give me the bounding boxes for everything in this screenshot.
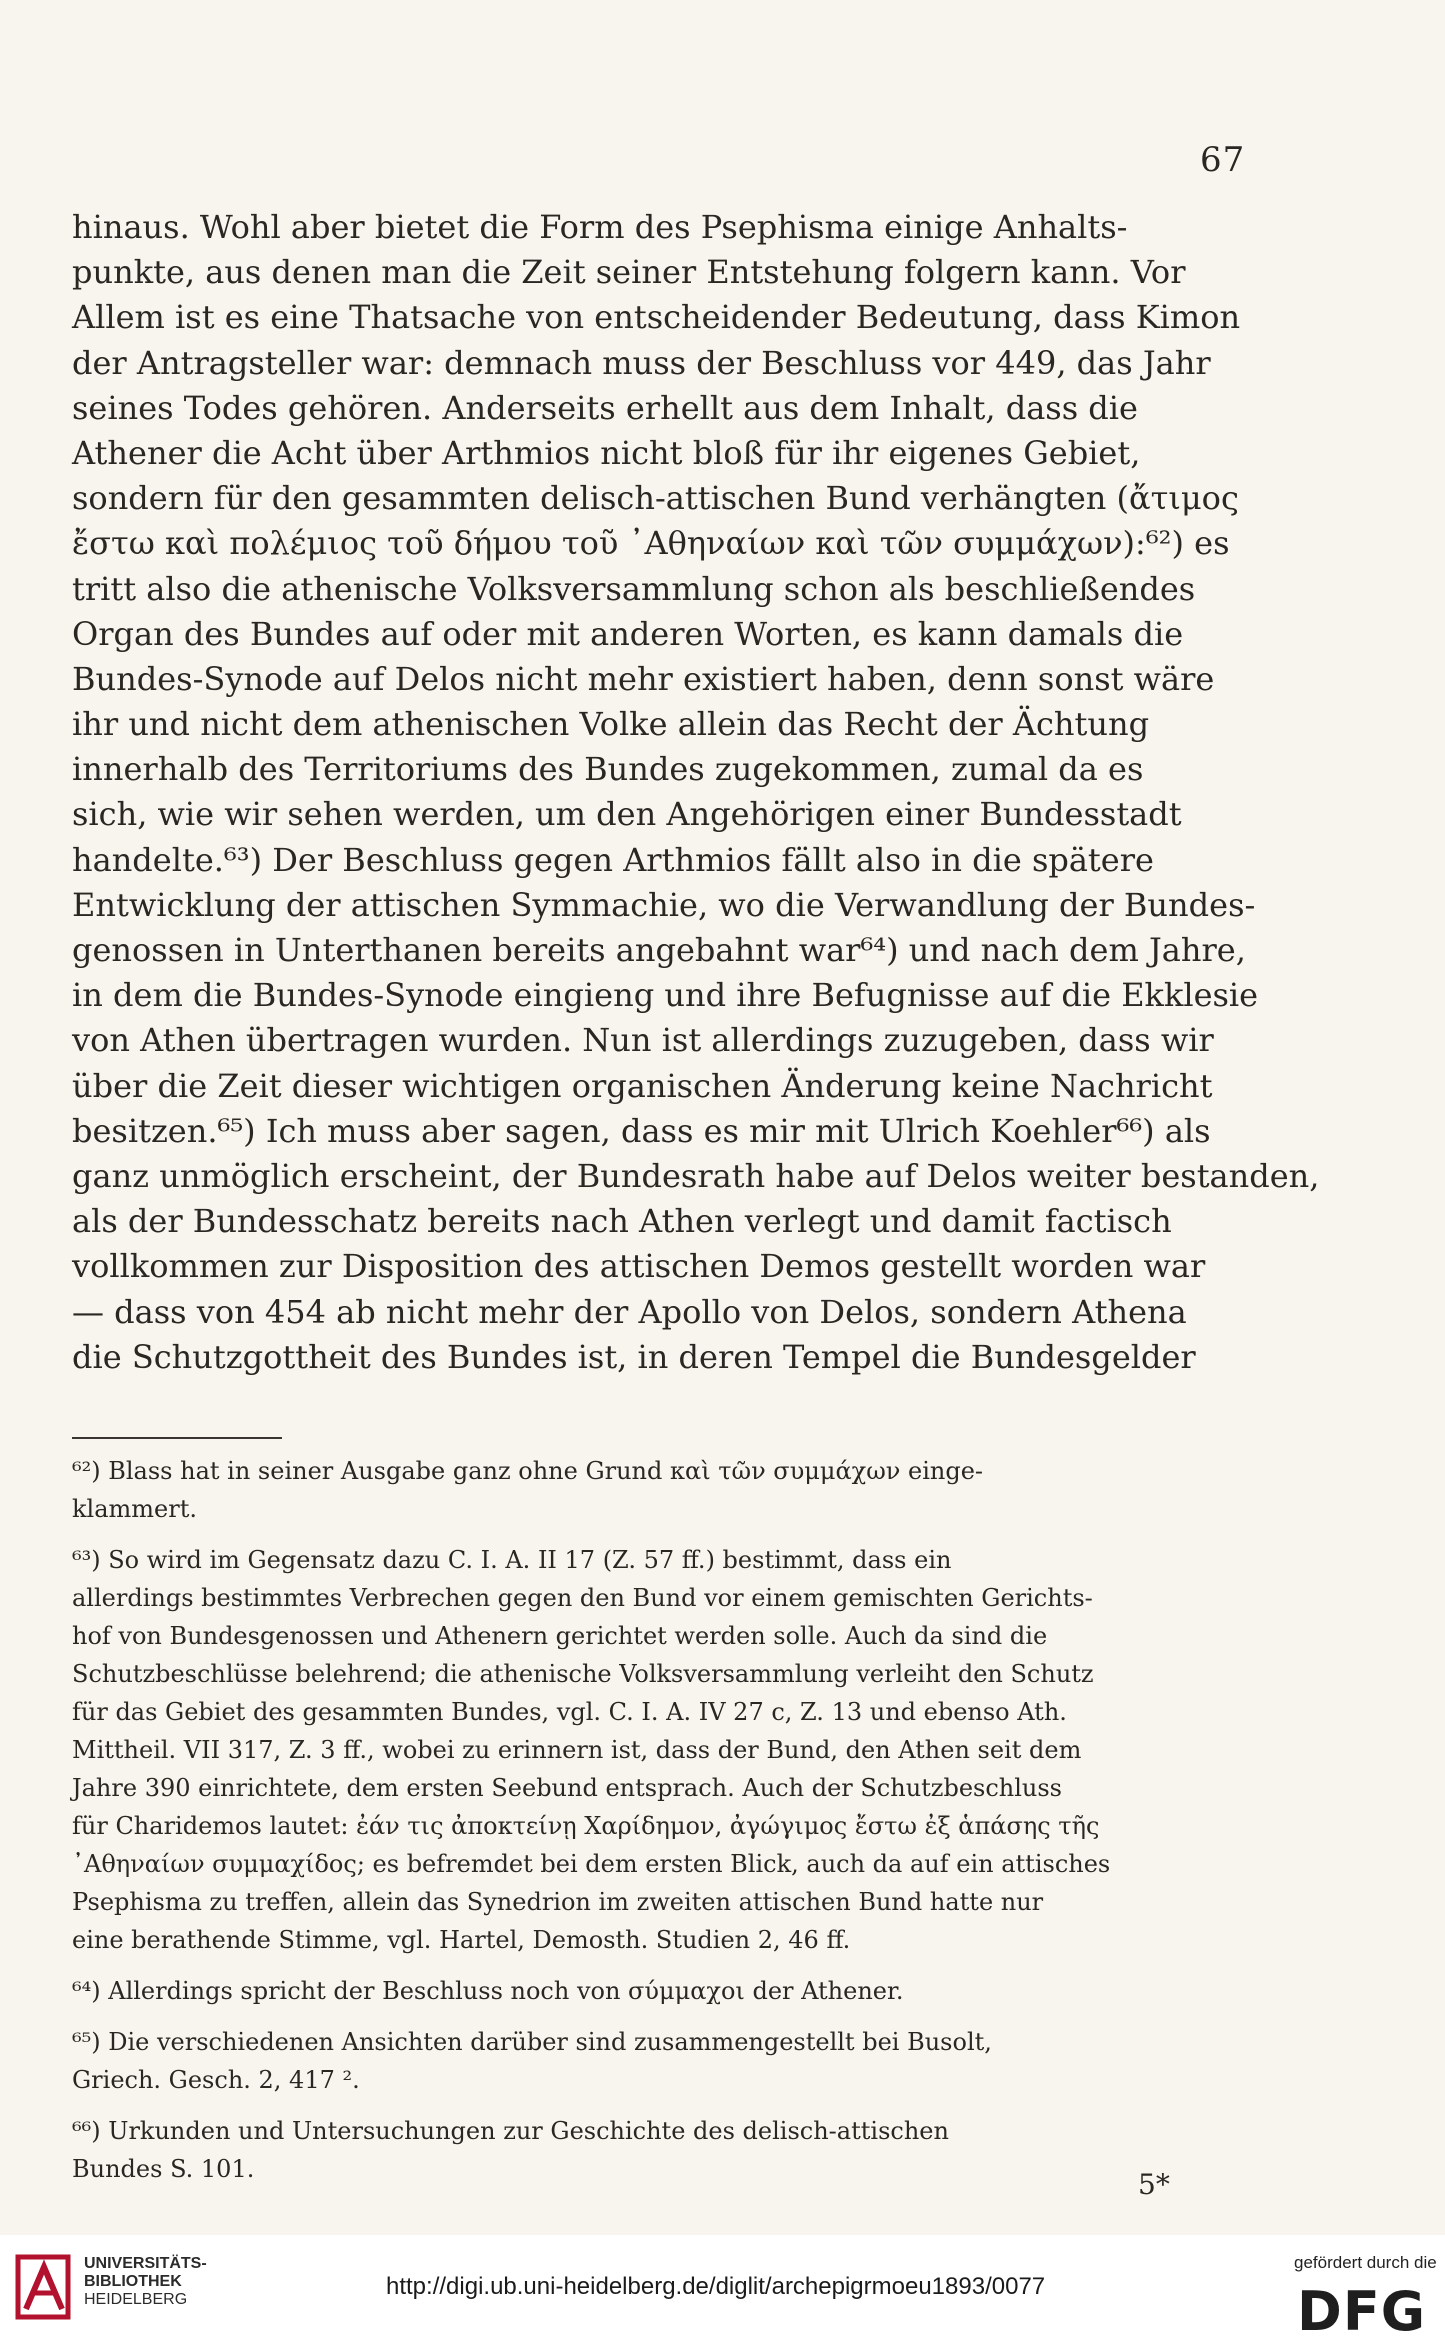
body-line: ἔστω καὶ πολέμιος τοῦ δήμου τοῦ ᾿Αθηναίων καὶ τῶν συμμάχων):⁶²) es <box>72 524 1230 563</box>
dfg-logo: DFG <box>1297 2280 1427 2343</box>
footnote-line: Schutzbeschlüsse belehrend; die athenische Volksversammlung verleiht den Schutz <box>72 1660 1094 1688</box>
body-line: punkte, aus denen man die Zeit seiner Entstehung folgern kann. Vor <box>72 253 1186 292</box>
body-line: innerhalb des Territoriums des Bundes zugekommen, zumal da es <box>72 750 1144 789</box>
footnote-63 <box>72 1541 1260 1959</box>
footnote-line: ᾿Αθηναίων συμμαχίδος; es befremdet bei dem ersten Blick, auch da auf ein attisches <box>72 1850 1111 1878</box>
body-line: in dem die Bundes-Synode eingieng und ihre Befugnisse auf die Ekklesie <box>72 976 1259 1015</box>
body-line: Allem ist es eine Thatsache von entscheidender Bedeutung, dass Kimon <box>72 298 1241 337</box>
footnote-line: Bundes S. 101. <box>72 2155 255 2183</box>
footnote-line: für Charidemos lautet: ἐάν τις ἀποκτείνῃ Χαρίδημον, ἀγώγιμος ἔστω ἐξ ἁπάσης τῆς <box>72 1812 1100 1840</box>
body-line: handelte.⁶³) Der Beschluss gegen Arthmios fällt also in die spätere <box>72 840 1154 879</box>
dfg-caption: gefördert durch die <box>1294 2253 1437 2272</box>
footnote-line: allerdings bestimmtes Verbrechen gegen den Bund vor einem gemischten Gerichts- <box>72 1584 1093 1612</box>
body-line: sondern für den gesammten delisch-attischen Bund verhängten (ἄτιμος <box>72 479 1239 518</box>
body-line: genossen in Unterthanen bereits angebahnt war⁶⁴) und nach dem Jahre, <box>72 931 1246 969</box>
body-line: der Antragsteller war: demnach muss der Beschluss vor 449, das Jahr <box>72 343 1211 382</box>
body-line: als der Bundesschatz bereits nach Athen verlegt und damit factisch <box>72 1202 1172 1241</box>
body-line: seines Todes gehören. Anderseits erhellt aus dem Inhalt, dass die <box>72 388 1138 427</box>
footnote-65 <box>72 2023 1260 2099</box>
page-number: 67 <box>1200 140 1246 180</box>
footnote-line: klammert. <box>72 1495 197 1523</box>
body-line: von Athen übertragen wurden. Nun ist allerdings zuzugeben, dass wir <box>72 1021 1214 1060</box>
body-text <box>72 205 1320 1380</box>
footnote-62 <box>72 1452 1260 1528</box>
body-line: Entwicklung der attischen Symmachie, wo die Verwandlung der Bundes- <box>72 885 1256 924</box>
footnote-line: Psephisma zu treffen, allein das Synedrion im zweiten attischen Bund hatte nur <box>72 1888 1044 1916</box>
footnote-line: ⁶²) Blass hat in seiner Ausgabe ganz ohne Grund καὶ τῶν συμμάχων einge- <box>72 1457 984 1485</box>
footnote-line: ⁶⁵) Die verschiedenen Ansichten darüber sind zusammengestellt bei Busolt, <box>72 2028 992 2056</box>
footnote-line: Jahre 390 einrichtete, dem ersten Seebund entsprach. Auch der Schutzbeschluss <box>72 1774 1062 1802</box>
source-url-link[interactable]: http://digi.ub.uni-heidelberg.de/diglit/archepigrmoeu1893/0077 <box>386 2273 1046 2300</box>
footnote-line: hof von Bundesgenossen und Athenern gerichtet werden solle. Auch da sind die <box>72 1622 1048 1650</box>
footnote-line: Mittheil. VII 317, Z. 3 ff., wobei zu erinnern ist, dass der Bund, den Athen seit dem <box>72 1736 1082 1764</box>
body-line: die Schutzgottheit des Bundes ist, in deren Tempel die Bundesgelder <box>72 1337 1196 1376</box>
body-line: vollkommen zur Disposition des attischen Demos gestellt worden war <box>72 1247 1206 1286</box>
body-line: sich, wie wir sehen werden, um den Angehörigen einer Bundesstadt <box>72 795 1182 834</box>
footnotes <box>72 1452 1260 2188</box>
body-line: hinaus. Wohl aber bietet die Form des Psephisma einige Anhalts- <box>72 208 1128 246</box>
sheet-signature: 5* <box>1138 2168 1170 2201</box>
digitization-footer <box>0 2235 1445 2347</box>
body-line: über die Zeit dieser wichtigen organischen Änderung keine Nachricht <box>72 1066 1213 1105</box>
library-name: UNIVERSITÄTS- BIBLIOTHEK HEIDELBERG <box>84 2255 207 2308</box>
body-line: tritt also die athenische Volksversammlung schon als beschließendes <box>72 569 1196 608</box>
footnote-line: eine berathende Stimme, vgl. Hartel, Demosth. Studien 2, 46 ff. <box>72 1926 851 1954</box>
footnote-separator <box>72 1437 282 1439</box>
footnote-line: ⁶⁶) Urkunden und Untersuchungen zur Geschichte des delisch-attischen <box>72 2117 949 2145</box>
footnote-66 <box>72 2112 1260 2188</box>
footnote-line: ⁶⁴) Allerdings spricht der Beschluss noch von σύμμαχοι der Athener. <box>72 1977 904 2005</box>
body-line: — dass von 454 ab nicht mehr der Apollo von Delos, sondern Athena <box>72 1292 1187 1331</box>
body-line: ihr und nicht dem athenischen Volke allein das Recht der Ächtung <box>72 705 1150 744</box>
footnote-line: ⁶³) So wird im Gegensatz dazu C. I. A. II 17 (Z. 57 ff.) bestimmt, dass ein <box>72 1546 952 1574</box>
body-line: besitzen.⁶⁵) Ich muss aber sagen, dass es mir mit Ulrich Koehler⁶⁶) als <box>72 1111 1211 1150</box>
university-logo-icon <box>14 2251 76 2323</box>
body-line: ganz unmöglich erscheint, der Bundesrath habe auf Delos weiter bestanden, <box>72 1156 1320 1195</box>
body-line: Organ des Bundes auf oder mit anderen Worten, es kann damals die <box>72 614 1184 653</box>
body-line: Bundes-Synode auf Delos nicht mehr existiert haben, denn sonst wäre <box>72 659 1215 698</box>
footnote-line: Griech. Gesch. 2, 417 ². <box>72 2066 360 2094</box>
footnote-line: für das Gebiet des gesammten Bundes, vgl. C. I. A. IV 27 c, Z. 13 und ebenso Ath. <box>72 1698 1067 1726</box>
body-line: Athener die Acht über Arthmios nicht bloß für ihr eigenes Gebiet, <box>72 433 1141 472</box>
footnote-64 <box>72 1972 1260 2010</box>
